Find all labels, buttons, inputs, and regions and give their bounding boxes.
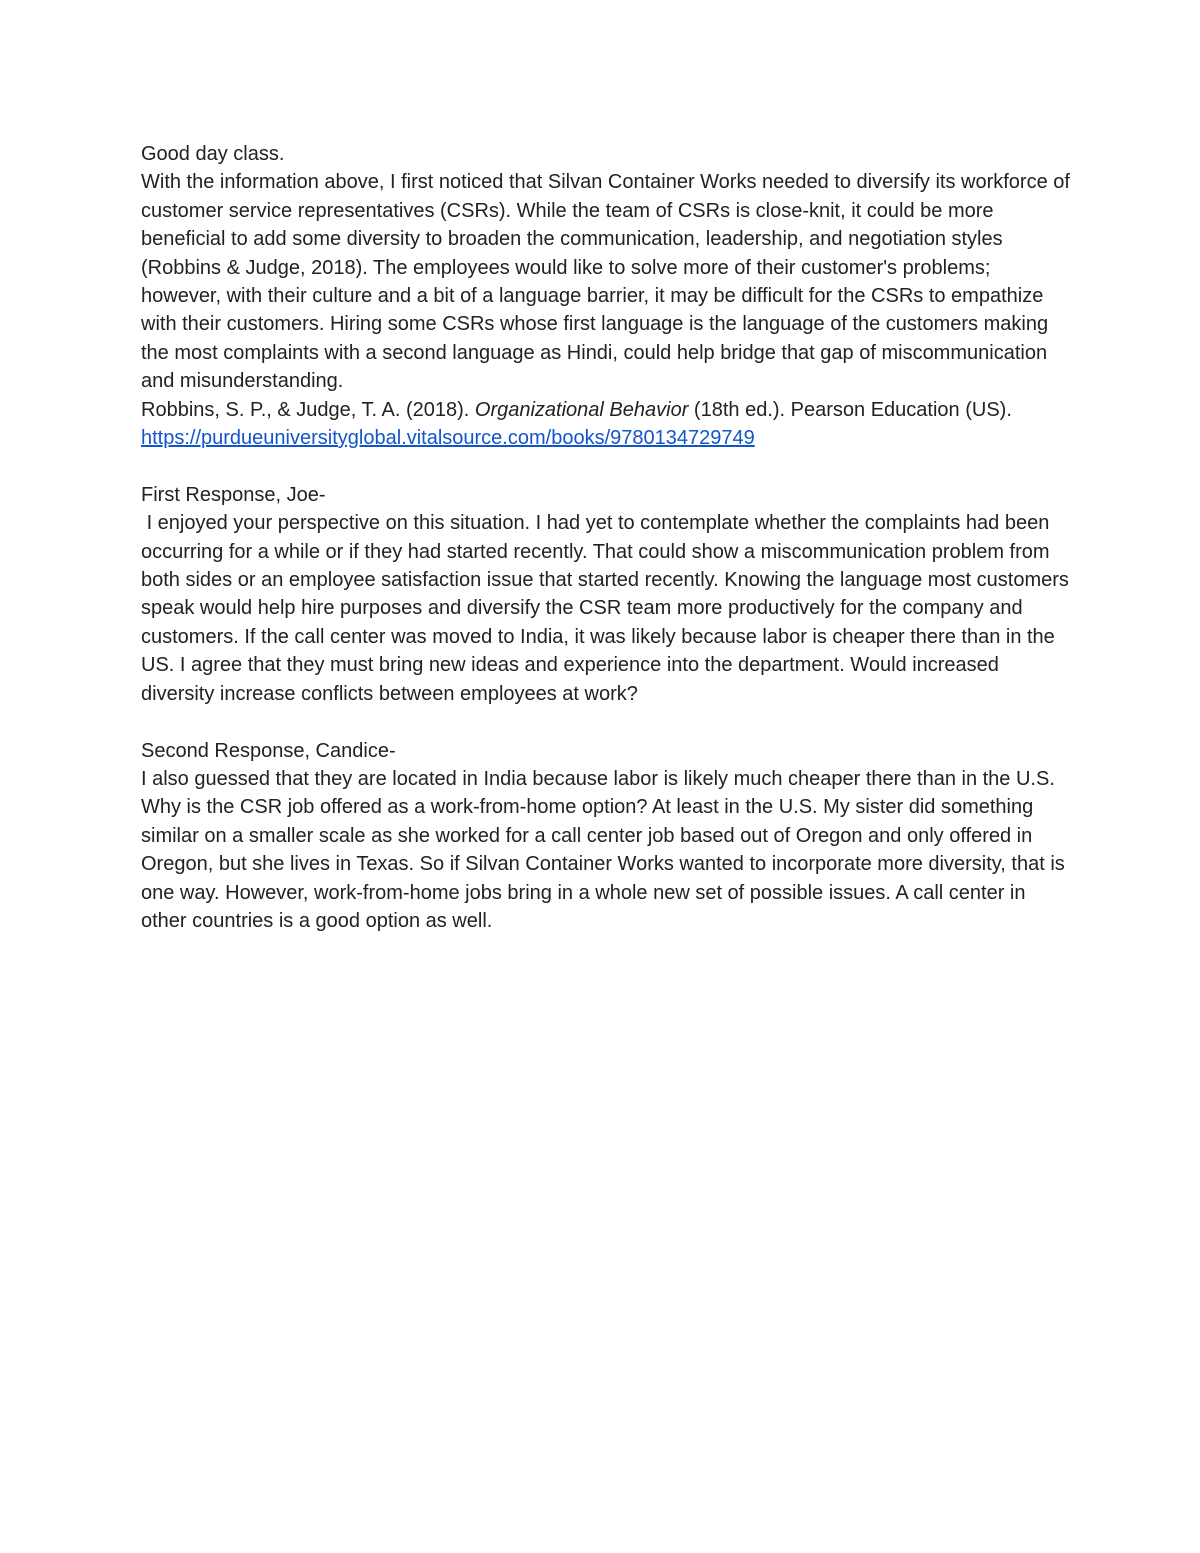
- first-response-body: I enjoyed your perspective on this situation. I had yet to contemplate whether the complaints had been occurring for a while or if they had started recently. That could show a miscommunication problem from both sides or an employee satisfaction issue that started recently. Knowing the language most customers speak would help hire purposes and diversify the CSR team more productively for the company and customers. If the call center was moved to India, it was likely because labor is cheaper there than in the US. I agree that they must bring new ideas and experience into the department. Would increased diversity increase conflicts between employees at work?: [141, 512, 1075, 705]
- spacer: [141, 452, 1071, 480]
- second-response-heading: Second Response, Candice-: [141, 739, 396, 762]
- document-body: [141, 140, 1075, 935]
- spacer: [141, 708, 1071, 736]
- reference-details: (18th ed.). Pearson Education (US).: [688, 398, 1012, 421]
- reference-link[interactable]: https://purdueuniversityglobal.vitalsource.com/books/9780134729749: [141, 427, 755, 450]
- reference-authors: Robbins, S. P., & Judge, T. A. (2018).: [141, 398, 475, 421]
- reference-citation: [141, 396, 1071, 453]
- greeting: Good day class.: [141, 143, 285, 165]
- initial-post-body: With the information above, I first noticed that Silvan Container Works needed to diversify its workforce of customer service representatives (CSRs). While the team of CSRs is close-knit, it could be more beneficial to add some diversity to broaden the communication, leadership, and negotiation styles (Robbins & Judge, 2018). The employees would like to solve more of their customer's problems; however, with their culture and a bit of a language barrier, it may be difficult for the CSRs to empathize with their customers. Hiring some CSRs whose first language is the language of the customers making the most complaints with a second language as Hindi, could help bridge that gap of miscommunication and misunderstanding.: [141, 171, 1070, 393]
- reference-title: Organizational Behavior: [474, 398, 689, 421]
- second-response-body: I also guessed that they are located in India because labor is likely much cheaper there than in the U.S. Why is the CSR job offered as a work-from-home option? At least in the U.S. My sister did something similar on a smaller scale as she worked for a call center job based out of Oregon and only offered in Oregon, but she lives in Texas. So if Silvan Container Works wanted to incorporate more diversity, that is one way. However, work-from-home jobs bring in a whole new set of possible issues. A call center in other countries is a good option as well.: [141, 767, 1065, 932]
- first-response-heading: First Response, Joe-: [141, 483, 326, 506]
